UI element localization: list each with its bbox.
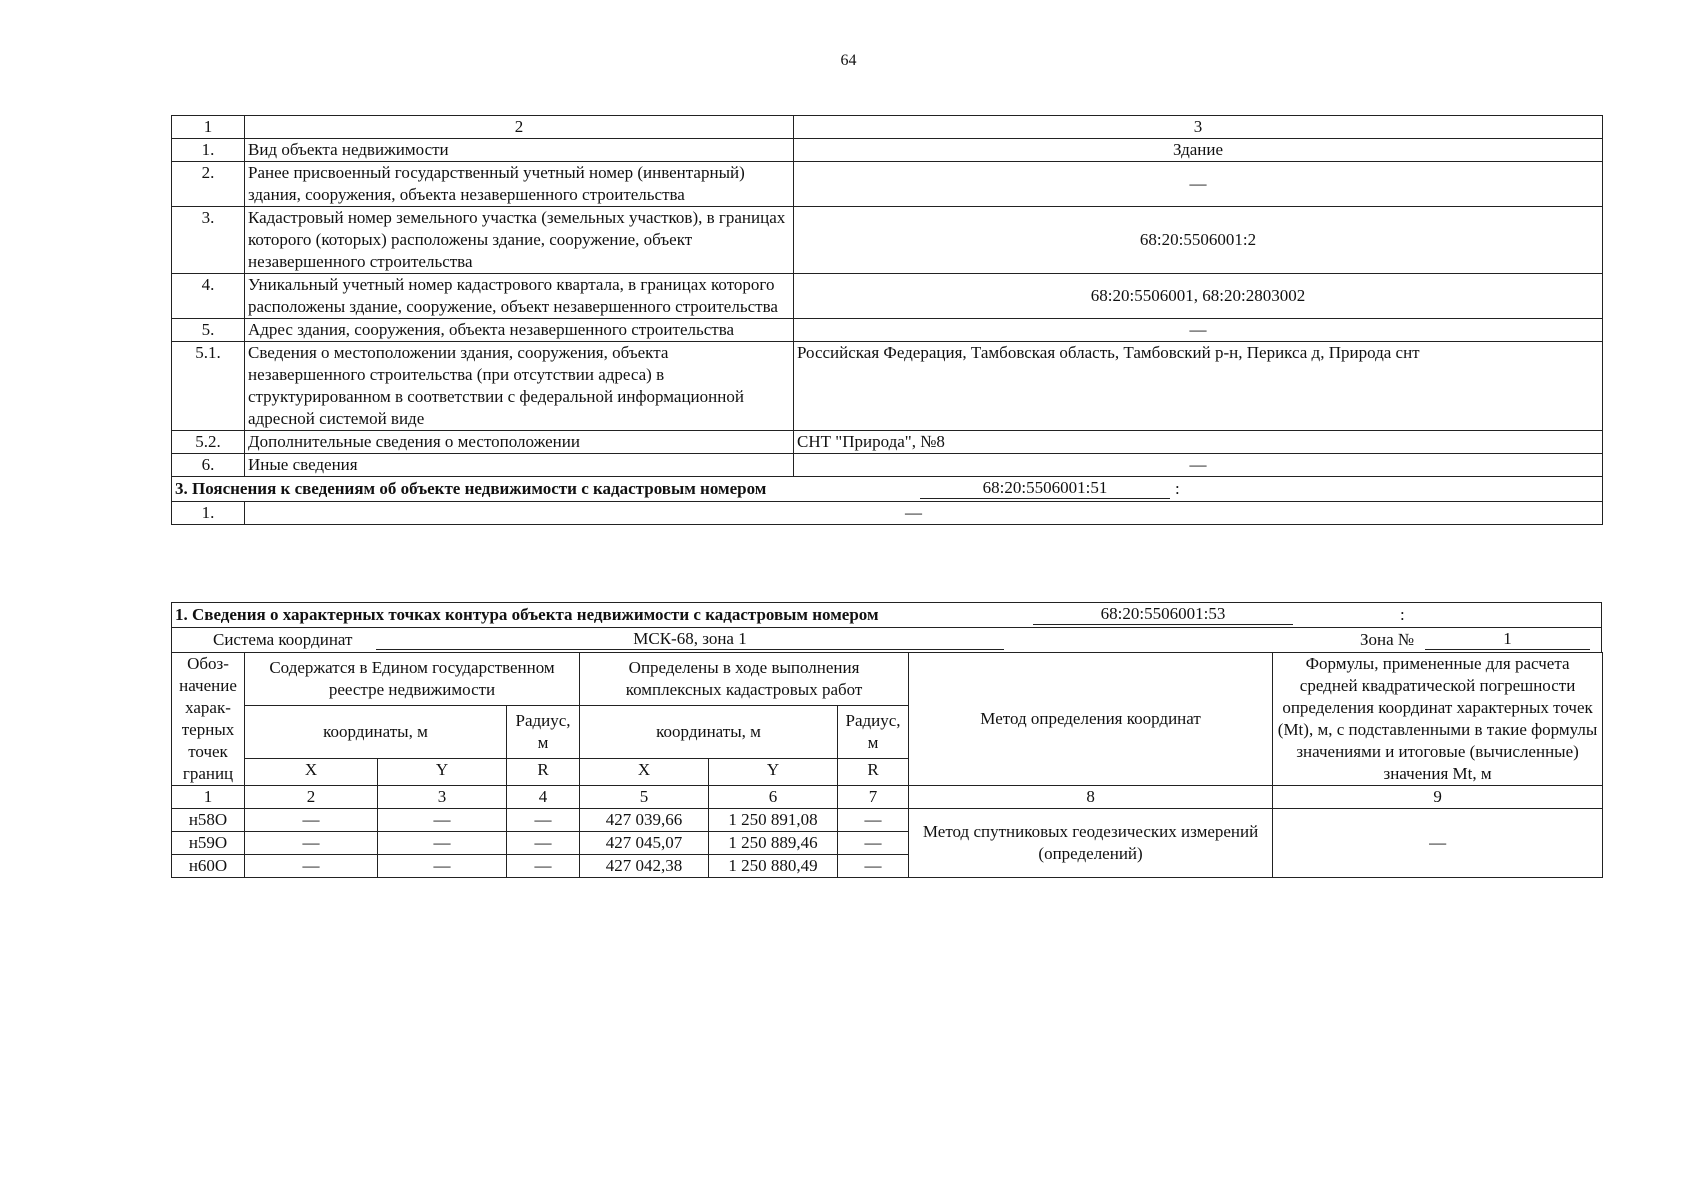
table-row bbox=[172, 454, 1603, 477]
header-formulas: Формулы, примененные для расчета средней квадратической погрешности определения координат характерных точек (Mt), м, с подставленными в такие формулы значениями и итоговые (вычисленные) значения Mt, м bbox=[1273, 653, 1603, 786]
header-x-egrn: X bbox=[245, 758, 378, 785]
column-number: 8 bbox=[909, 786, 1273, 809]
section3-title: 3. Пояснения к сведениям об объекте недвижимости с кадастровым номером bbox=[175, 479, 767, 498]
row-label: Уникальный учетный номер кадастрового квартала, в границах которого расположены здание, сооружение, объект незавершенного строительства bbox=[245, 274, 794, 319]
point-x-egrn: — bbox=[245, 832, 378, 855]
row-value: — bbox=[794, 162, 1603, 207]
table-row bbox=[172, 431, 1603, 454]
row-label: Вид объекта недвижимости bbox=[245, 139, 794, 162]
coord-system-label: Система координат bbox=[213, 630, 353, 649]
page-number: 64 bbox=[840, 52, 857, 69]
point-name: н58О bbox=[172, 809, 245, 832]
header-y-egrn: Y bbox=[378, 758, 507, 785]
row-number: 1. bbox=[172, 502, 245, 525]
row-value: 68:20:5506001, 68:20:2803002 bbox=[794, 274, 1603, 319]
coord-system-row bbox=[172, 628, 1602, 653]
header-coords-egrn: координаты, м bbox=[245, 705, 507, 758]
coord-system-value: МСК-68, зона 1 bbox=[376, 628, 1004, 650]
point-x-complex: 427 045,07 bbox=[580, 832, 709, 855]
object-info-table bbox=[171, 115, 1603, 525]
section1-header-cell bbox=[172, 603, 1602, 628]
column-number: 6 bbox=[709, 786, 838, 809]
header-radius-complex: Радиус, м bbox=[838, 705, 909, 758]
coord-system-cell bbox=[172, 628, 1602, 653]
row-label: Ранее присвоенный государственный учетный номер (инвентарный) здания, сооружения, объекта незавершенного строительства bbox=[245, 162, 794, 207]
column-number: 2 bbox=[245, 786, 378, 809]
point-r-complex: — bbox=[838, 832, 909, 855]
column-number: 5 bbox=[580, 786, 709, 809]
point-y-egrn: — bbox=[378, 809, 507, 832]
row-number: 2. bbox=[172, 162, 245, 207]
column-numbers-row bbox=[172, 786, 1603, 809]
point-y-complex: 1 250 889,46 bbox=[709, 832, 838, 855]
point-r-complex: — bbox=[838, 809, 909, 832]
point-r-complex: — bbox=[838, 855, 909, 878]
column-number: 9 bbox=[1273, 786, 1603, 809]
points-header-row-1 bbox=[172, 653, 1603, 706]
point-y-complex: 1 250 891,08 bbox=[709, 809, 838, 832]
row-number: 1. bbox=[172, 139, 245, 162]
header-coords-complex: координаты, м bbox=[580, 705, 838, 758]
point-y-egrn: — bbox=[378, 832, 507, 855]
row-number: 4. bbox=[172, 274, 245, 319]
coord-system-line bbox=[175, 628, 1598, 652]
point-r-egrn: — bbox=[507, 809, 580, 832]
header-cell-1: 1 bbox=[172, 116, 245, 139]
row-label: Дополнительные сведения о местоположении bbox=[245, 431, 794, 454]
section3-colon: : bbox=[1175, 479, 1180, 498]
row-number: 5.1. bbox=[172, 342, 245, 431]
zone-value: 1 bbox=[1425, 628, 1590, 650]
row-number: 5. bbox=[172, 319, 245, 342]
points-table bbox=[171, 652, 1603, 878]
header-designation: Обоз-начение харак-терных точек границ bbox=[172, 653, 245, 786]
table-row bbox=[172, 139, 1603, 162]
point-name: н60О bbox=[172, 855, 245, 878]
header-cell-2: 2 bbox=[245, 116, 794, 139]
row-value: Здание bbox=[794, 139, 1603, 162]
point-y-complex: 1 250 880,49 bbox=[709, 855, 838, 878]
column-number: 4 bbox=[507, 786, 580, 809]
formula-value: — bbox=[1273, 809, 1603, 878]
header-r-complex: R bbox=[838, 758, 909, 785]
header-radius-egrn: Радиус, м bbox=[507, 705, 580, 758]
section1-title: 1. Сведения о характерных точках контура объекта недвижимости с кадастровым номером bbox=[175, 605, 879, 624]
column-number: 1 bbox=[172, 786, 245, 809]
row-value: СНТ "Природа", №8 bbox=[794, 431, 1603, 454]
table-row bbox=[172, 274, 1603, 319]
point-x-complex: 427 042,38 bbox=[580, 855, 709, 878]
zone-label: Зона № bbox=[1360, 630, 1415, 649]
section1-header bbox=[175, 603, 1598, 627]
header-method: Метод определения координат bbox=[909, 653, 1273, 786]
row-number: 6. bbox=[172, 454, 245, 477]
point-x-complex: 427 039,66 bbox=[580, 809, 709, 832]
column-number: 3 bbox=[378, 786, 507, 809]
section1-colon: : bbox=[1400, 605, 1405, 624]
row-value: — bbox=[794, 319, 1603, 342]
row-number: 5.2. bbox=[172, 431, 245, 454]
table-row bbox=[172, 162, 1603, 207]
header-complex-works: Определены в ходе выполнения комплексных кадастровых работ bbox=[580, 653, 909, 706]
column-number: 7 bbox=[838, 786, 909, 809]
row-value: — bbox=[794, 454, 1603, 477]
table-header-row bbox=[172, 116, 1603, 139]
section3-header bbox=[175, 477, 1599, 501]
section3-header-cell bbox=[172, 477, 1603, 502]
table-row bbox=[172, 319, 1603, 342]
method-value: Метод спутниковых геодезических измерений (определений) bbox=[909, 809, 1273, 878]
point-x-egrn: — bbox=[245, 809, 378, 832]
row-number: 3. bbox=[172, 207, 245, 274]
table-row bbox=[172, 342, 1603, 431]
row-value: Российская Федерация, Тамбовская область, Тамбовский р-н, Перикса д, Природа снт bbox=[794, 342, 1603, 431]
row-label: Адрес здания, сооружения, объекта незавершенного строительства bbox=[245, 319, 794, 342]
section3-cadastral-number: 68:20:5506001:51 bbox=[920, 477, 1170, 499]
point-r-egrn: — bbox=[507, 832, 580, 855]
header-cell-3: 3 bbox=[794, 116, 1603, 139]
table-row bbox=[172, 207, 1603, 274]
object-info-table-block bbox=[171, 115, 1602, 525]
points-title-table bbox=[171, 602, 1602, 652]
header-x-complex: X bbox=[580, 758, 709, 785]
point-r-egrn: — bbox=[507, 855, 580, 878]
row-label: Сведения о местоположении здания, сооружения, объекта незавершенного строительства (при отсутствии адреса) в структурированном в соответствии с федеральной информационной адресной системой виде bbox=[245, 342, 794, 431]
row-label: Иные сведения bbox=[245, 454, 794, 477]
section3-row bbox=[172, 502, 1603, 525]
header-y-complex: Y bbox=[709, 758, 838, 785]
point-y-egrn: — bbox=[378, 855, 507, 878]
section1-header-row bbox=[172, 603, 1602, 628]
header-r-egrn: R bbox=[507, 758, 580, 785]
point-name: н59О bbox=[172, 832, 245, 855]
point-x-egrn: — bbox=[245, 855, 378, 878]
row-value: 68:20:5506001:2 bbox=[794, 207, 1603, 274]
header-egrn: Содержатся в Едином государственном реестре недвижимости bbox=[245, 653, 580, 706]
row-value: — bbox=[245, 502, 1603, 525]
section1-cadastral-number: 68:20:5506001:53 bbox=[1033, 603, 1293, 625]
points-section-block bbox=[171, 602, 1602, 878]
table-row bbox=[172, 809, 1603, 832]
row-label: Кадастровый номер земельного участка (земельных участков), в границах которого (которых) расположены здание, сооружение, объект незавершенного строительства bbox=[245, 207, 794, 274]
section3-header-row bbox=[172, 477, 1603, 502]
